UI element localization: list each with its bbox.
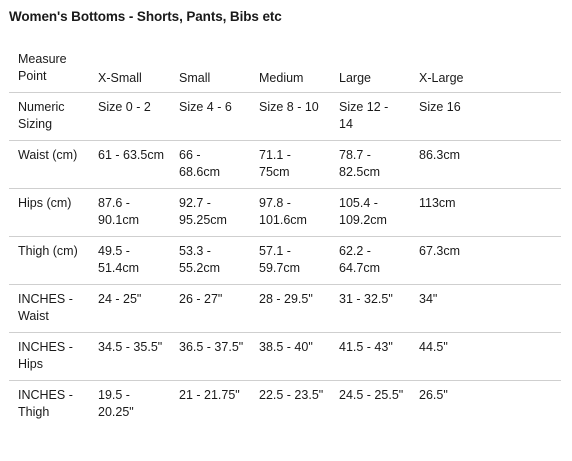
row-label: Waist (cm): [9, 140, 89, 188]
table-cell: 31 - 32.5": [330, 284, 410, 332]
column-header: Measure Point: [9, 44, 89, 92]
column-header: X-Large: [410, 44, 561, 92]
table-cell: 53.3 - 55.2cm: [170, 236, 250, 284]
page-title: Women's Bottoms - Shorts, Pants, Bibs etc: [9, 9, 282, 24]
table-cell: 67.3cm: [410, 236, 561, 284]
table-cell: Size 0 - 2: [98, 99, 151, 114]
table-cell: 34": [410, 284, 561, 332]
row-label: INCHES - Hips: [9, 332, 89, 380]
table-row: [9, 92, 561, 140]
table-cell: 92.7 - 95.25cm: [170, 188, 250, 236]
table-cell: 66 - 68.6cm: [170, 140, 250, 188]
table-cell: 78.7 - 82.5cm: [330, 140, 410, 188]
table-cell: 105.4 - 109.2cm: [330, 188, 410, 236]
size-chart-table: [9, 44, 561, 428]
table-row: [9, 284, 561, 332]
row-label: Thigh (cm): [9, 236, 89, 284]
table-header-row: [9, 44, 561, 92]
table-cell: 26.5": [410, 380, 561, 428]
table-cell: 38.5 - 40": [250, 332, 330, 380]
table-cell: 41.5 - 43": [330, 332, 410, 380]
column-header: X-Small: [89, 44, 170, 92]
table-row: [9, 380, 561, 428]
table-cell: 34.5 - 35.5": [89, 332, 170, 380]
table-row: [9, 236, 561, 284]
table-row: [9, 188, 561, 236]
table-cell: 61 - 63.5cm: [89, 140, 170, 188]
table-cell: 57.1 - 59.7cm: [250, 236, 330, 284]
table-cell: Size 8 - 10: [259, 99, 319, 114]
table-cell: 49.5 - 51.4cm: [89, 236, 170, 284]
table-cell: 71.1 - 75cm: [250, 140, 330, 188]
table-cell: 24.5 - 25.5": [330, 380, 410, 428]
table-cell: Size 12 - 14: [339, 99, 389, 131]
table-row: [9, 140, 561, 188]
row-label: Numeric Sizing: [18, 99, 65, 131]
table-cell: 86.3cm: [410, 140, 561, 188]
table-cell: 36.5 - 37.5": [170, 332, 250, 380]
table-cell: Size 4 - 6: [179, 99, 232, 114]
table-cell: 97.8 - 101.6cm: [250, 188, 330, 236]
table-cell: 28 - 29.5": [250, 284, 330, 332]
table-cell: 26 - 27": [170, 284, 250, 332]
table-cell: 22.5 - 23.5": [250, 380, 330, 428]
table-cell: 19.5 - 20.25": [89, 380, 170, 428]
table-cell: 62.2 - 64.7cm: [330, 236, 410, 284]
table-row: [9, 332, 561, 380]
row-label: INCHES - Thigh: [9, 380, 89, 428]
row-label: INCHES - Waist: [9, 284, 89, 332]
table-cell: 21 - 21.75": [170, 380, 250, 428]
table-cell: 87.6 - 90.1cm: [89, 188, 170, 236]
table-cell: 44.5": [410, 332, 561, 380]
column-header: Small: [170, 44, 250, 92]
table-cell: Size 16: [419, 99, 461, 114]
table-cell: 113cm: [410, 188, 561, 236]
column-header: Medium: [250, 44, 330, 92]
table-cell: 24 - 25": [89, 284, 170, 332]
column-header: Large: [330, 44, 410, 92]
row-label: Hips (cm): [9, 188, 89, 236]
